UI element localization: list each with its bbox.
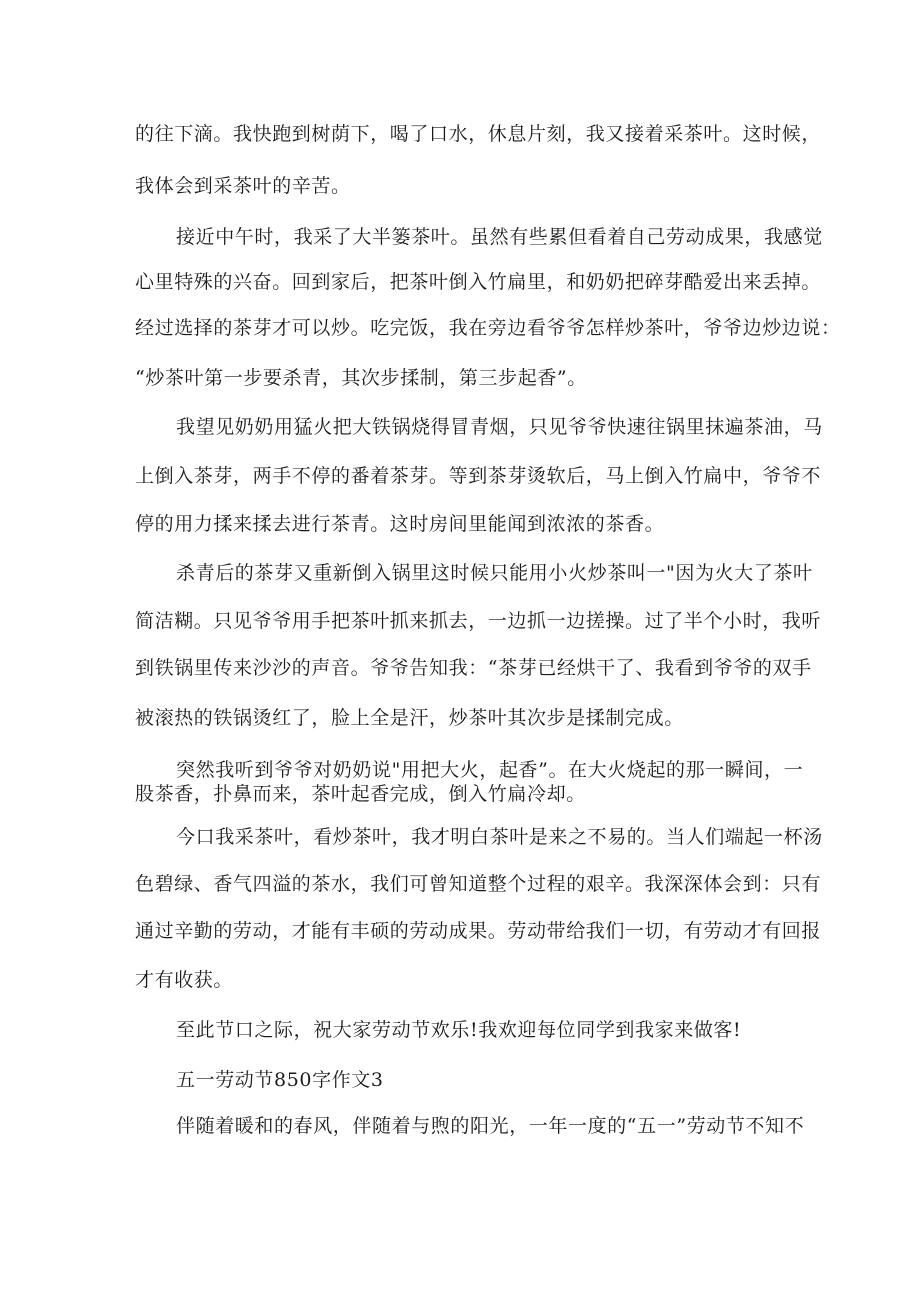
paragraph-2-line-3: 经过选择的茶芽才可以炒。吃完饭，我在旁边看爷爷怎样炒茶叶，爷爷边炒边说： (135, 317, 841, 339)
paragraph-6-line-1: 今口我采茶叶，看炒茶叶，我才明白茶叶是来之不易的。当人们端起一杯汤 (176, 826, 823, 848)
paragraph-4-line-1: 杀青后的茶芽又重新倒入锅里这时候只能用小火炒茶叫一"因为火大了茶叶 (176, 562, 813, 584)
paragraph-3-line-2: 上倒入茶芽，两手不停的番着茶芽。等到茶芽烫软后，马上倒入竹扁中，爷爷不 (135, 465, 822, 487)
paragraph-2-line-2: 心里特殊的兴奋。回到家后，把茶叶倒入竹扁里，和奶奶把碎芽酷爱出来丢掉。 (135, 271, 822, 293)
paragraph-4-line-2: 简洁糊。只见爷爷用手把茶叶抓来抓去，一边抓一边搓操。过了半个小时，我听 (135, 610, 822, 632)
paragraph-1-line-1: 的往下滴。我快跑到树荫下，喝了口水，休息片刻，我又接着采茶叶。这时候， (135, 123, 822, 145)
section-heading: 五一劳动节850字作文3 (176, 1069, 384, 1091)
paragraph-2-line-4: “炒茶叶第一步要杀青，其次步揉制，第三步起香”。 (135, 367, 587, 389)
paragraph-5-line-2: 股茶香，扑鼻而来，茶叶起香完成，倒入竹扁冷却。 (135, 783, 586, 805)
paragraph-3-line-3: 停的用力揉来揉去进行茶青。这时房间里能闻到浓浓的茶香。 (135, 513, 665, 535)
paragraph-6-line-2: 色碧绿、香气四溢的茶水，我们可曾知道整个过程的艰辛。我深深体会到：只有 (135, 873, 822, 895)
paragraph-9-line-1: 伴随着暖和的春风，伴随着与煦的阳光，一年一度的“五一”劳动节不知不 (176, 1115, 805, 1137)
paragraph-4-line-3: 到铁锅里传来沙沙的声音。爷爷告知我：“茶芽已经烘干了、我看到爷爷的双手 (135, 657, 812, 679)
paragraph-3-line-1: 我望见奶奶用猛火把大铁锅烧得冒青烟，只见爷爷快速往锅里抹遍茶油，马 (176, 416, 823, 438)
paragraph-1-line-2: 我体会到采茶叶的辛苦。 (135, 175, 351, 197)
paragraph-6-line-4: 才有收获。 (135, 969, 234, 991)
paragraph-6-line-3: 通过辛勤的劳动，才能有丰硕的劳动成果。劳动带给我们一切，有劳动才有回报 (135, 920, 822, 942)
paragraph-7-line-1: 至此节口之际，祝大家劳动节欢乐!我欢迎每位同学到我家来做客! (176, 1019, 742, 1041)
paragraph-4-line-4: 被滚热的铁锅烫红了，脸上全是汗，炒茶叶其次步是揉制完成。 (135, 707, 684, 729)
paragraph-5-line-1: 突然我听到爷爷对奶奶说"用把大火，起香”。在大火烧起的那一瞬间，一 (176, 759, 804, 781)
paragraph-2-line-1: 接近中午时，我采了大半篓茶叶。虽然有些累但看着自己劳动成果，我感觉 (176, 226, 823, 248)
